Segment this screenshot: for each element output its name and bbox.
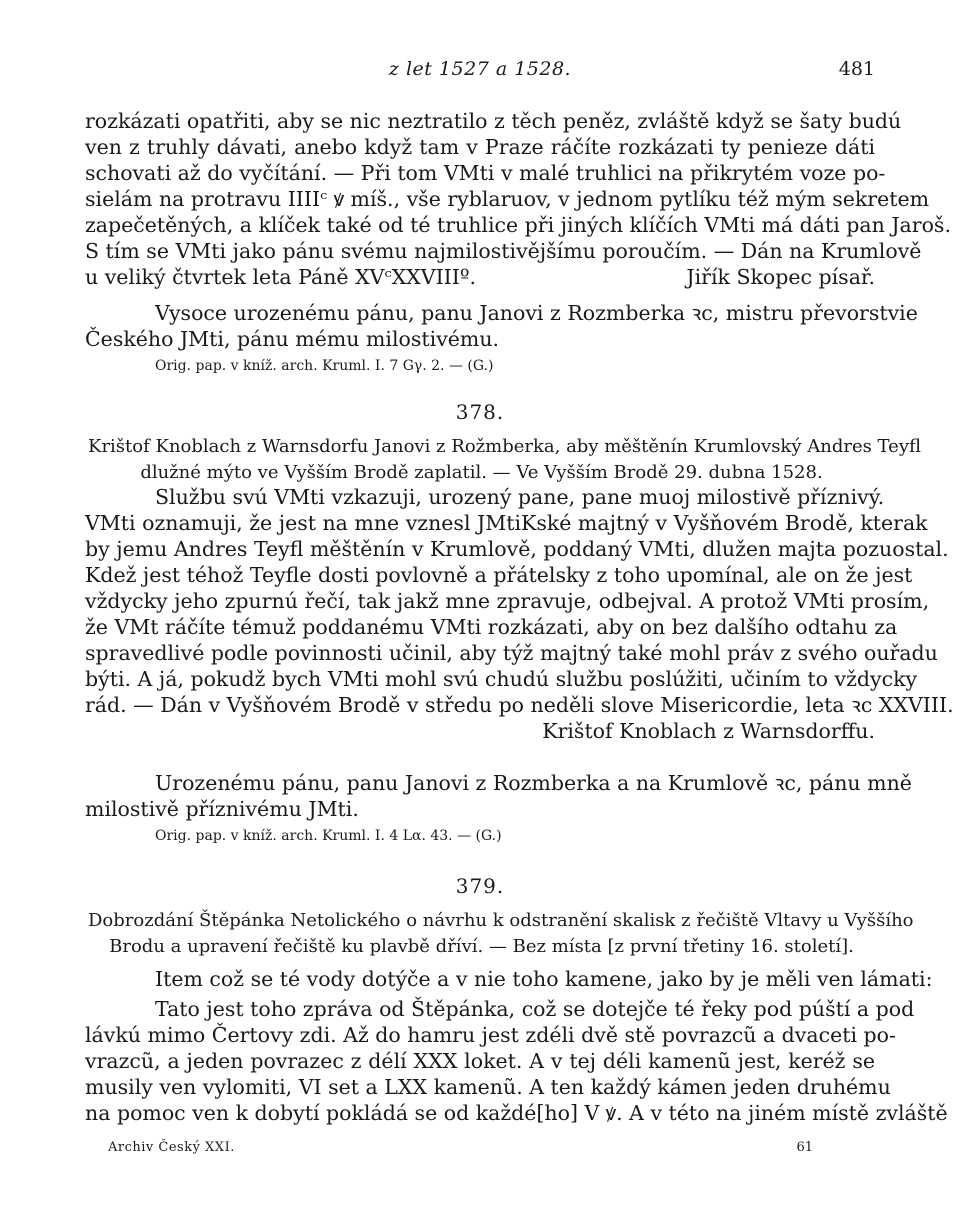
- regest-line: Dobrozdání Štěpánka Netolického o návrhu k odstranění skalisk z řečiště Vltavy u Vyššího: [88, 910, 914, 931]
- sheet-number: 61: [796, 1140, 813, 1155]
- page-footer: [108, 1140, 813, 1162]
- text-line: Kdež jest téhož Teyfle dosti povlovně a přátelsky z toho upomínal, ale on že jest: [85, 563, 913, 587]
- document-378-address: [85, 770, 912, 846]
- text-line: ven z truhly dávati, anebo když tam v Praze ráčíte rozkázati ty penieze dáti: [85, 135, 875, 159]
- address-line: milostivě příznivému JMti.: [85, 797, 359, 821]
- text-line: býti. A já, pokudž bych VMti mohl svú chudú službu poslúžiti, učiním to vždycky: [85, 667, 918, 691]
- text-line: Tato jest toho zpráva od Štěpánka, což se dotejče té řeky pod púští a pod: [155, 997, 915, 1021]
- document-number: 379.: [455, 874, 505, 898]
- text-line: že VMt ráčíte témuž poddanému VMti rozkázati, aby on bez dalšího odtahu za: [85, 615, 898, 639]
- document-378-text: [85, 484, 954, 744]
- page-number: 481: [838, 58, 875, 80]
- date-text: u veliký čtvrtek leta Páně XVᶜXXVIIIº.: [85, 265, 477, 289]
- text-line: Item což se té vody dotýče a v nie toho kamene, jako by je měli ven lámati:: [155, 967, 933, 991]
- date-line: [85, 264, 875, 290]
- document-379: [85, 874, 875, 898]
- text-line: S tím se VMti jako pánu svému najmilostivějšímu poroučím. — Dán na Krumlově: [85, 239, 922, 263]
- address-line: Urozenému pánu, panu Janovi z Rozmberka a na Krumlově ꝛc, pánu mně: [155, 771, 912, 795]
- text-line: vrazcũ, a jeden povrazec z délí XXX loket. A v tej déli kamenũ jest, keréž se: [85, 1049, 875, 1073]
- address-line: Vysoce urozenému pánu, panu Janovi z Rozmberka ꝛc, mistru převorstvie: [155, 301, 918, 325]
- signature: Krištof Knoblach z Warnsdorffu.: [542, 719, 875, 743]
- regest-line: Krištof Knoblach z Warnsdorfu Janovi z Rožmberka, aby měštěnín Krumlovský Andres Teyfl: [88, 436, 921, 457]
- text-line: na pomoc ven k dobytí pokládá se od každé[ho] V ꝟ. A v této na jiném místě zvláště: [85, 1101, 948, 1125]
- address-line: Českého JMti, pánu mému milostivému.: [85, 327, 500, 351]
- previous-letter: [85, 108, 951, 290]
- document-379-text: [85, 966, 948, 1126]
- document-379-regest: [88, 908, 914, 960]
- volume-signature: Archiv Český XXI.: [108, 1140, 235, 1155]
- text-line: by jemu Andres Teyfl měštěnín v Krumlově, poddaný VMti, dlužen majta pozuostal.: [85, 537, 949, 561]
- text-line: VMti oznamuji, že jest na mne vznesl JMtiKské majtný v Vyšňovém Brodě, kterak: [85, 511, 928, 535]
- source-note: Orig. pap. v kníž. arch. Kruml. I. 4 Lα. 43. — (G.): [155, 828, 502, 844]
- text-line: spravedlivé podle povinnosti učinil, aby týž majtný také mohl práv z svého ouřadu: [85, 641, 938, 665]
- text-line: lávkú mimo Čertovy zdi. Až do hamru jest zdéli dvě stě povrazcũ a dvaceti po-: [85, 1023, 896, 1047]
- source-note: Orig. pap. v kníž. arch. Kruml. I. 7 Gγ. 2. — (G.): [155, 358, 494, 374]
- regest-line: Brodu a upravení řečiště ku plavbě dříví. — Bez místa [z první třetiny 16. století].: [109, 936, 854, 957]
- document-number: 378.: [455, 400, 505, 424]
- running-title: z let 1527 a 1528.: [388, 58, 572, 80]
- document-378: [85, 400, 875, 424]
- text-line: vždycky jeho zpurnú řečí, tak jakž mne zpravuje, odbejval. A protož VMti prosím,: [85, 589, 930, 613]
- text-line: musily ven vylomiti, VI set a LXX kamenũ. A ten každý kámen jeden druhému: [85, 1075, 891, 1099]
- document-378-regest: [88, 434, 921, 486]
- text-line: rozkázati opatřiti, aby se nic neztratilo z těch peněz, zvláště když se šaty budú: [85, 109, 902, 133]
- regest-line: dlužné mýto ve Vyšším Brodě zaplatil. — Ve Vyšším Brodě 29. dubna 1528.: [140, 462, 823, 483]
- previous-letter-address: [85, 300, 918, 376]
- text-line: schovati až do vyčítání. — Při tom VMti v malé truhlici na přikrytém voze po-: [85, 161, 886, 185]
- text-line: sielám na protravu IIIIᶜ ꝟ míš., vše ryblaruov, v jednom pytlíku též mým sekretem: [85, 187, 930, 211]
- text-line: Službu svú VMti vzkazuji, urozený pane, pane muoj milostivě příznivý.: [155, 485, 885, 509]
- text-line: rád. — Dán v Vyšňovém Brodě v středu po neděli slove Misericordie, leta ꝛc XXVIII.: [85, 693, 954, 717]
- page-header: [85, 58, 875, 88]
- text-line: zapečetěných, a klíček také od té truhlice při jiných klíčích VMti má dáti pan Jaroš.: [85, 213, 951, 237]
- signature: Jiřík Skopec písař.: [686, 265, 875, 289]
